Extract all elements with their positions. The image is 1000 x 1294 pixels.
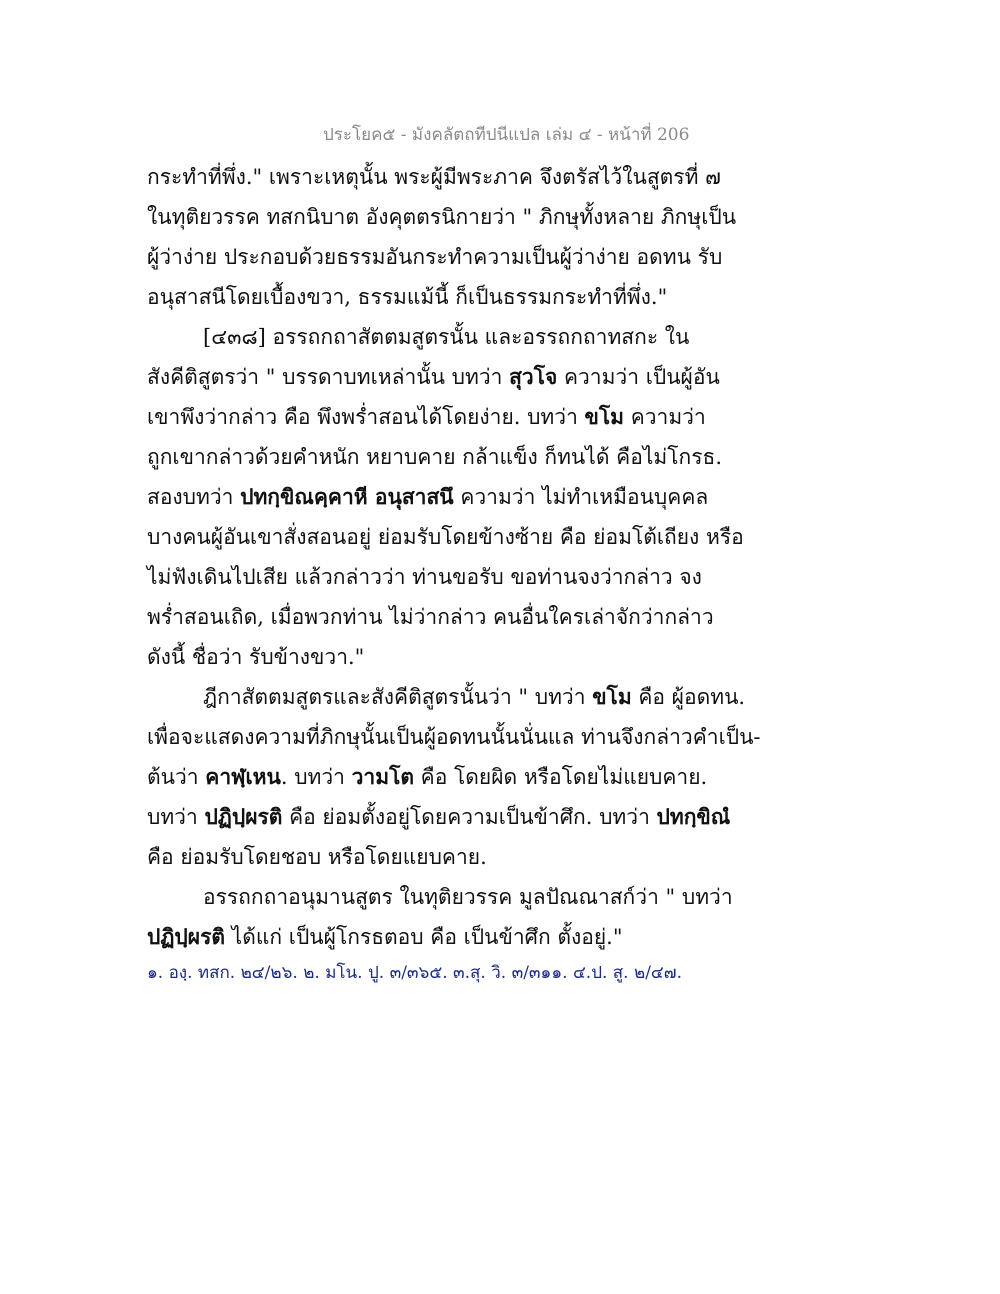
bold-term: วามโต	[351, 764, 414, 789]
text-segment: ได้แก่ เป็นผู้โกรธตอบ คือ เป็นข้าศึก ตั้งอยู่."	[224, 925, 623, 949]
text-segment: สังคีติสูตรว่า " บรรดาบทเหล่านั้น บทว่า	[147, 365, 510, 389]
text-segment: [๔๓๘] อรรถกถาสัตตมสูตรนั้น และอรรถกถาทสกะ ใน	[203, 325, 690, 349]
text-segment: ดังนี้ ชื่อว่า รับข้างขวา."	[147, 645, 365, 669]
text-line	[147, 637, 707, 677]
bold-term: คาฬฺเหน	[205, 764, 281, 789]
text-line	[147, 757, 707, 797]
text-segment: ความว่า เป็นผู้อัน	[557, 365, 720, 389]
text-segment: . บทว่า	[280, 765, 352, 789]
text-line	[147, 357, 720, 397]
text-segment: อนุสาสนีโดยเบื้องขวา, ธรรมแม้นี้ ก็เป็นธรรมกระทำที่พึ่ง."	[147, 285, 668, 309]
text-segment: ผู้ว่าง่าย ประกอบด้วยธรรมอันกระทำความเป็นผู้ว่าง่าย อดทน รับ	[147, 245, 723, 269]
paragraph-start-line	[147, 677, 746, 717]
text-line	[147, 717, 761, 757]
text-line	[147, 557, 707, 597]
bold-term: ปฏิปฺผรติ	[204, 804, 283, 829]
paragraph-start-line	[147, 317, 707, 357]
text-segment: ไม่ฟังเดินไปเสีย แล้วกล่าวว่า ท่านขอรับ ขอท่านจงว่ากล่าว จง	[147, 565, 702, 589]
text-line	[147, 917, 707, 957]
text-line	[147, 837, 707, 877]
paragraph-start-line	[147, 877, 733, 917]
bold-term: ขโม	[592, 684, 632, 709]
bold-term: ปทกฺขิณํ	[656, 804, 731, 829]
text-segment: กระทำที่พึ่ง." เพราะเหตุนั้น พระผู้มีพระภาค จึงตรัสไว้ในสูตรที่ ๗	[147, 165, 721, 189]
text-segment: คือ ย่อมตั้งอยู่โดยความเป็นข้าศึก. บทว่า	[282, 805, 657, 829]
text-segment: สองบทว่า	[147, 485, 241, 509]
bold-term: ขโม	[584, 404, 625, 429]
text-segment: คือ ผู้อดทน.	[631, 685, 746, 709]
bold-term: สุวโจ	[509, 364, 558, 389]
text-line	[147, 597, 714, 637]
text-line	[147, 237, 723, 277]
text-segment: คือ โดยผิด หรือโดยไม่แยบคาย.	[413, 765, 708, 789]
text-segment: เพื่อจะแสดงความที่ภิกษุนั้นเป็นผู้อดทนนั้นนั่นแล ท่านจึงกล่าวคำเป็น-	[147, 725, 761, 749]
text-segment: บทว่า	[147, 805, 205, 829]
text-segment: บางคนผู้อันเขาสั่งสอนอยู่ ย่อมรับโดยข้างซ้าย คือ ย่อมโต้เถียง หรือ	[147, 525, 744, 549]
text-line	[147, 437, 722, 477]
text-segment: ถูกเขากล่าวด้วยคำหนัก หยาบคาย กล้าแข็ง ก็ทนได้ คือไม่โกรธ.	[147, 445, 722, 469]
text-segment: ฎีกาสัตตมสูตรและสังคีติสูตรนั้นว่า " บทว่า	[203, 685, 593, 709]
text-segment: ในทุติยวรรค ทสกนิบาต อังคุตตรนิกายว่า " ภิกษุทั้งหลาย ภิกษุเป็น	[147, 205, 737, 229]
footnote: ๑. องฺ. ทสก. ๒๔/๒๖. ๒. มโน. ปู. ๓/๓๖๕. ๓.สุ. วิ. ๓/๓๑๑. ๔.ป. สู. ๒/๔๗.	[147, 963, 682, 983]
text-segment: เขาพึงว่ากล่าว คือ พึงพร่ำสอนได้โดยง่าย. บทว่า	[147, 405, 585, 429]
text-line	[147, 277, 707, 317]
text-line	[147, 197, 737, 237]
body-text	[147, 157, 761, 957]
text-line	[147, 517, 744, 557]
text-segment: คือ ย่อมรับโดยชอบ หรือโดยแยบคาย.	[147, 845, 487, 869]
bold-term: ปทกฺขิณคฺคาหี อนุสาสนึ	[240, 484, 454, 509]
page-header: ประโยค๕ - มังคลัตถทีปนีแปล เล่ม ๔ - หน้าที่ 206	[323, 125, 690, 145]
text-line	[147, 477, 707, 517]
text-line	[147, 397, 707, 437]
text-segment: ความว่า	[624, 405, 706, 429]
text-segment: อรรถกถาอนุมานสูตร ในทุติยวรรค มูลปัณณาสก์ว่า " บทว่า	[203, 885, 733, 909]
text-line	[147, 797, 731, 837]
text-segment: พร่ำสอนเถิด, เมื่อพวกท่าน ไม่ว่ากล่าว คนอื่นใครเล่าจักว่ากล่าว	[147, 605, 714, 629]
text-segment: ต้นว่า	[147, 765, 206, 789]
text-line	[147, 157, 721, 197]
text-segment: ความว่า ไม่ทำเหมือนบุคคล	[453, 485, 709, 509]
bold-term: ปฏิปฺผรติ	[147, 924, 225, 949]
